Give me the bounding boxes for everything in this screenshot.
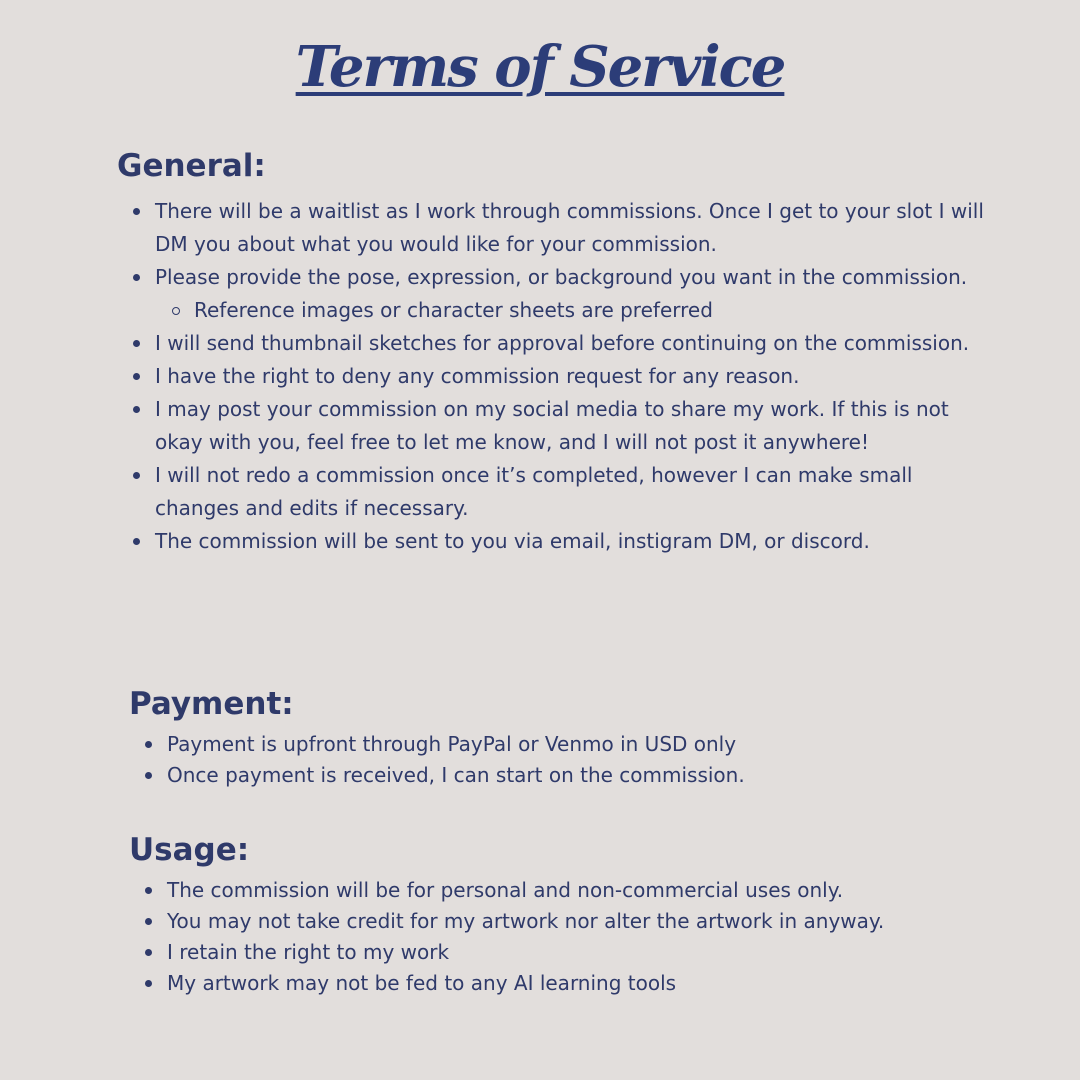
general-section — [117, 148, 985, 558]
general-list — [155, 195, 985, 558]
sub-list-item — [194, 294, 985, 327]
list-item-text: There will be a waitlist as I work through commissions. Once I get to your slot I will DM you about what you would like for your commission. — [155, 199, 984, 257]
payment-heading: Payment: — [129, 686, 294, 722]
list-item — [167, 875, 987, 906]
list-item-text: I will not redo a commission once it’s completed, however I can make small changes and edits if necessary. — [155, 463, 913, 521]
list-item — [155, 195, 985, 261]
list-item-text: The commission will be for personal and non-commercial uses only. — [167, 878, 844, 903]
list-item-text: Once payment is received, I can start on the commission. — [167, 763, 745, 788]
usage-section — [129, 832, 987, 999]
payment-list — [167, 729, 987, 791]
list-item-text: I will send thumbnail sketches for approval before continuing on the commission. — [155, 331, 970, 356]
page-title — [0, 34, 1080, 101]
list-item — [155, 393, 985, 459]
usage-list — [167, 875, 987, 999]
list-item — [167, 906, 987, 937]
list-item — [167, 968, 987, 999]
list-item-text: Reference images or character sheets are preferred — [194, 298, 713, 323]
list-item — [155, 360, 985, 393]
title-text: Terms of Service — [295, 34, 785, 100]
list-item-text: My artwork may not be fed to any AI learning tools — [167, 971, 677, 996]
list-item — [167, 760, 987, 791]
list-item-text: Please provide the pose, expression, or background you want in the commission. — [155, 265, 968, 290]
list-item — [155, 525, 985, 558]
general-heading: General: — [117, 148, 266, 184]
payment-section — [129, 686, 987, 791]
list-item — [167, 937, 987, 968]
list-item — [167, 729, 987, 760]
list-item-text: The commission will be sent to you via email, instigram DM, or discord. — [155, 529, 870, 554]
list-item-text: I have the right to deny any commission request for any reason. — [155, 364, 800, 389]
list-item — [155, 261, 985, 294]
list-item-text: I retain the right to my work — [167, 940, 450, 965]
list-item — [155, 459, 985, 525]
list-item-text: I may post your commission on my social media to share my work. If this is not okay with you, feel free to let me know, and I will not post it anywhere! — [155, 397, 949, 455]
usage-heading: Usage: — [129, 832, 250, 868]
list-item-text: Payment is upfront through PayPal or Venmo in USD only — [167, 732, 737, 757]
list-item-text: You may not take credit for my artwork nor alter the artwork in anyway. — [167, 909, 885, 934]
list-item — [155, 327, 985, 360]
